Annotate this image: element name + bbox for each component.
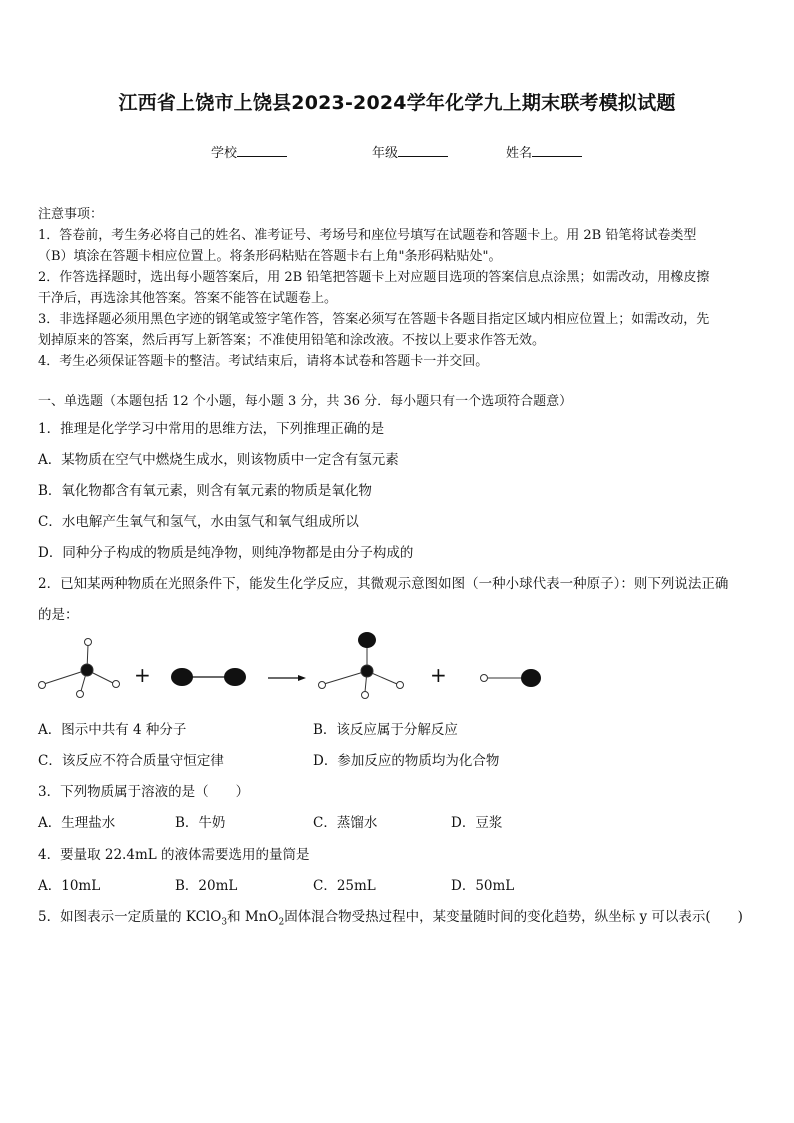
q1-option-c: C．水电解产生氧气和氢气，水由氢气和氧气组成所以 <box>38 514 359 530</box>
q3-option-d: D．豆浆 <box>451 815 503 831</box>
chlorine-molecule <box>171 668 246 686</box>
q4-option-a: A．10mL <box>38 878 101 894</box>
name-label: 姓名 <box>506 146 533 161</box>
q1-option-b: B．氧化物都含有氧元素，则含有氧元素的物质是氧化物 <box>38 483 372 499</box>
page-title: 江西省上饶市上饶县2023-2024学年化学九上期末联考模拟试题 <box>118 92 676 114</box>
q2-option-d: D．参加反应的物质均为化合物 <box>313 753 500 769</box>
notice-line: （B）填涂在答题卡相应位置上。将条形码粘贴在答题卡右上角"条形码粘贴处"。 <box>38 249 502 264</box>
q4-option-c: C．25mL <box>313 878 376 894</box>
notice-line: 划掉原来的答案，然后再写上新答案；不准使用铅笔和涂改液。不按以上要求作答无效。 <box>38 333 546 348</box>
q3-option-b: B．牛奶 <box>175 815 226 831</box>
question-3-stem: 3．下列物质属于溶液的是（ ） <box>38 784 250 800</box>
notice-heading: 注意事项： <box>38 207 104 222</box>
q3-option-a: A．生理盐水 <box>38 815 116 831</box>
notice-line: 1．答卷前，考生务必将自己的姓名、准考证号、考场号和座位号填写在试题卷和答题卡上。用 2B 铅笔将试卷类型 <box>38 228 697 243</box>
question-1-stem: 1．推理是化学学习中常用的思维方法，下列推理正确的是 <box>38 421 385 437</box>
q5-text: 5．如图表示一定质量的 KClO <box>38 909 222 925</box>
q1-option-d: D．同种分子构成的物质是纯净物，则纯净物都是由分子构成的 <box>38 545 414 561</box>
q4-option-b: B．20mL <box>175 878 238 894</box>
question-5-stem <box>38 905 743 928</box>
notice-line: 3．非选择题必须用黑色字迹的钢笔或签字笔作答，答案必须写在答题卡各题目指定区域内相应位置上；如需改动，先 <box>38 312 710 327</box>
q5-subscript: 2 <box>278 917 285 928</box>
notice-line: 2．作答选择题时，选出每小题答案后，用 2B 铅笔把答题卡上对应题目选项的答案信息点涂黑；如需改动，用橡皮擦 <box>38 270 710 285</box>
q1-option-a: A．某物质在空气中燃烧生成水，则该物质中一定含有氢元素 <box>38 452 399 468</box>
name-field <box>506 142 582 161</box>
school-field <box>211 142 287 161</box>
q5-text: 固体混合物受热过程中，某变量随时间的变化趋势，纵坐标 y 可以表示( ) <box>284 909 743 925</box>
notice-line: 干净后，再选涂其他答案。答案不能答在试题卷上。 <box>38 291 338 306</box>
school-label: 学校 <box>211 146 238 161</box>
grade-field <box>372 142 448 161</box>
reaction-arrow <box>268 675 306 681</box>
q4-option-d: D．50mL <box>451 878 515 894</box>
q2-option-a: A．图示中共有 4 种分子 <box>38 722 187 738</box>
question-4-stem: 4．要量取 22.4mL 的液体需要选用的量筒是 <box>38 847 310 863</box>
notice-line: 4．考生必须保证答题卡的整洁。考试结束后，请将本试卷和答题卡一并交回。 <box>38 354 489 369</box>
question-2-stem-cont: 的是： <box>38 607 79 623</box>
plus-sign: + <box>134 663 151 687</box>
chloromethane-molecule <box>319 632 404 699</box>
hydrogen-chloride-molecule <box>481 669 542 687</box>
q5-subscript: 3 <box>221 917 228 928</box>
plus-sign: + <box>430 663 447 687</box>
section-heading: 一、单选题（本题包括 12 个小题，每小题 3 分，共 36 分．每小题只有一个选项符合题意） <box>38 394 573 409</box>
question-2-stem: 2．已知某两种物质在光照条件下，能发生化学反应，其微观示意图如图（一种小球代表一种原子）：则下列说法正确 <box>38 576 729 592</box>
name-blank[interactable] <box>532 144 582 157</box>
q2-option-c: C．该反应不符合质量守恒定律 <box>38 753 224 769</box>
school-blank[interactable] <box>237 144 287 157</box>
q3-option-c: C．蒸馏水 <box>313 815 378 831</box>
q5-text: 和 MnO <box>227 909 279 925</box>
grade-label: 年级 <box>372 146 399 161</box>
reaction-diagram <box>30 628 560 700</box>
q2-option-b: B．该反应属于分解反应 <box>313 722 458 738</box>
methane-molecule <box>39 639 120 698</box>
grade-blank[interactable] <box>398 144 448 157</box>
